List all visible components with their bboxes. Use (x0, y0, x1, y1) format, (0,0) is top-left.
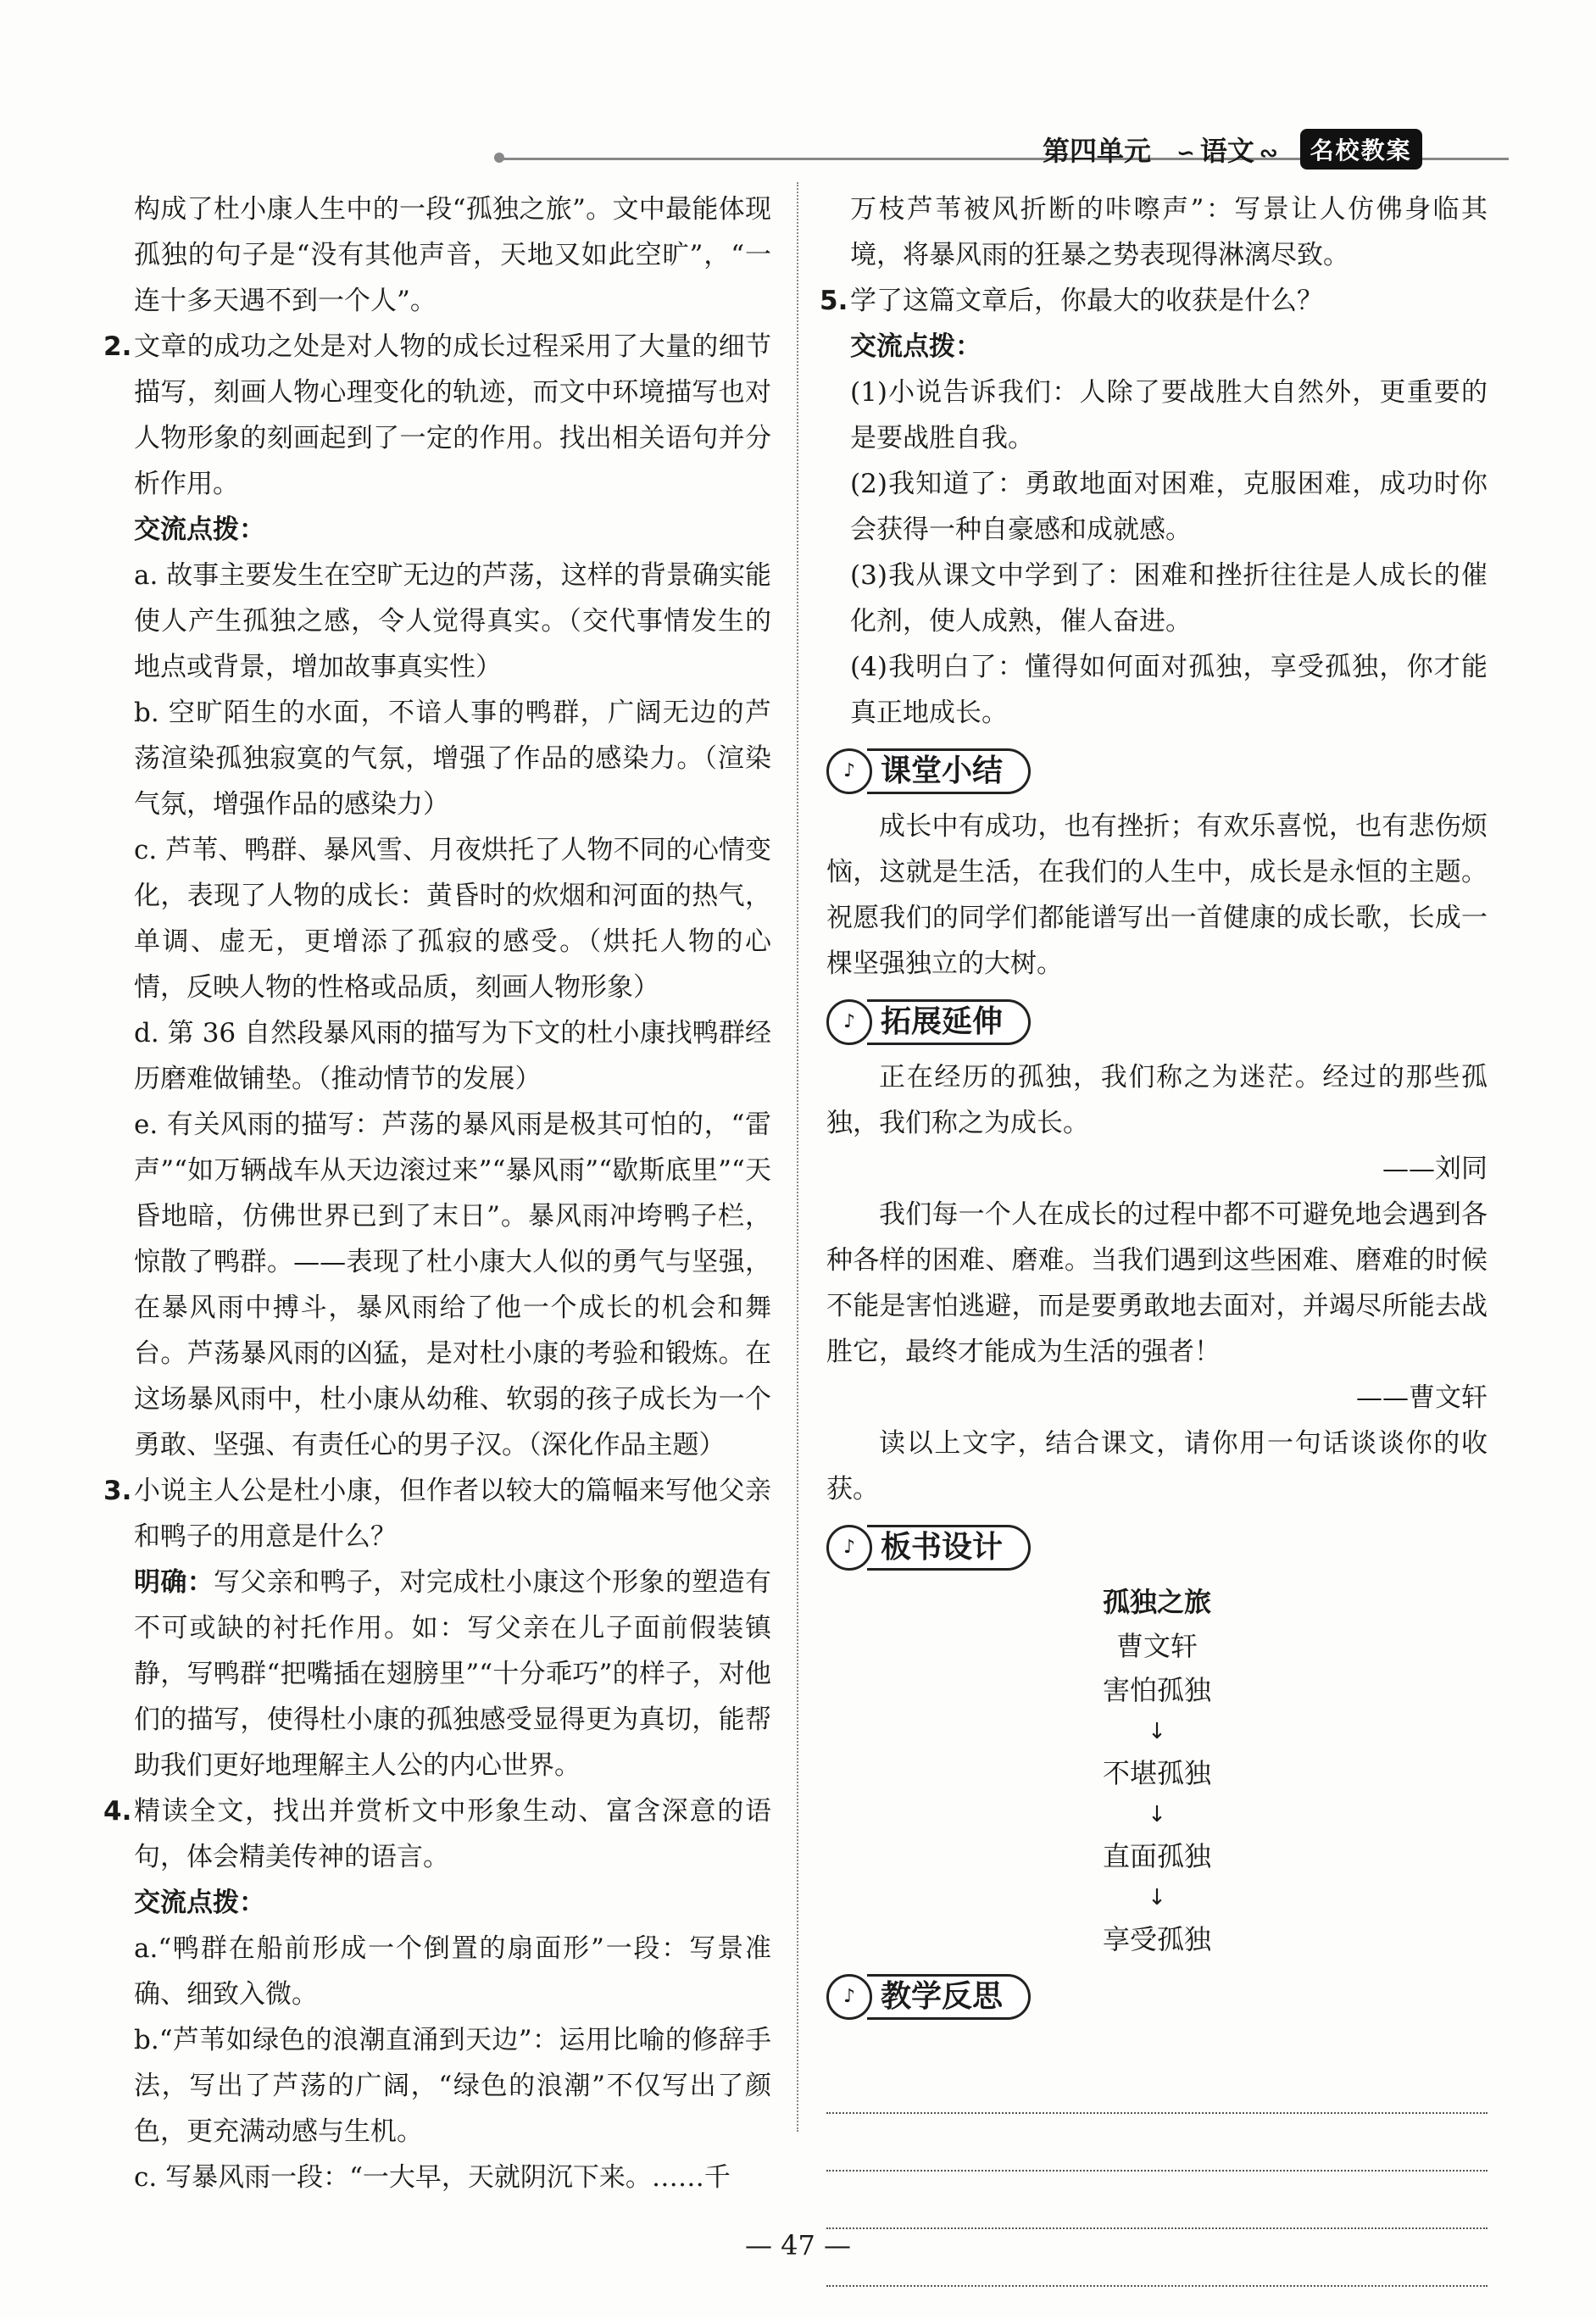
arrow-down-icon: ↓ (1148, 1802, 1166, 1827)
left-column (103, 186, 772, 2200)
answer-text: 写父亲和鸭子，对完成杜小康这个形象的塑造有不可或缺的衬托作用。如：写父亲在儿子面前假装镇静，写鸭群“把嘴插在翅膀里”“十分乖巧”的样子，对他们的描写，使得杜小康的孤独感受显得更为真切，能帮助我们更好地理解主人公的内心世界。 (134, 1567, 772, 1781)
section-extension (826, 997, 1488, 1048)
answer-item: a. 故事主要发生在空旷无边的芦荡，这样的背景确实能使人产生孤独之感，令人觉得真实。（交代事情发生的地点或背景，增加故事真实性） (134, 560, 771, 682)
page-header (1043, 125, 1509, 173)
bell-icon: ♪ (826, 748, 872, 794)
board-step: 享受孤独 (1102, 1923, 1211, 1955)
subject-label (1171, 130, 1283, 169)
answer-item: (3)我从课文中学到了：困难和挫折往往是人成长的催化剂，使人成熟，催人奋进。 (850, 560, 1488, 637)
unit-label: 第四单元 (1043, 135, 1152, 167)
answer-label: 交流点拨： (134, 514, 265, 545)
page-number: — 47 — (744, 2229, 852, 2261)
quote-text: 正在经历的孤独，我们称之为迷茫。经过的那些孤独，我们称之为成长。 (826, 1062, 1488, 1138)
answer-label: 交流点拨： (134, 1888, 265, 1918)
quote-text: 我们每一个人在成长的过程中都不可避免地会遇到各种各样的困难、磨难。当我们遇到这些困难、磨难的时候不能是害怕逃避，而是要勇敢地去面对，并竭尽所能去战胜它，最终才能成为生活的强者！ (826, 1199, 1488, 1367)
answer-label: 交流点拨： (850, 331, 982, 362)
arrow-down-icon: ↓ (1148, 1885, 1166, 1910)
question-text: 小说主人公是杜小康，但作者以较大的篇幅来写他父亲和鸭子的用意是什么？ (134, 1476, 771, 1552)
subject-text: 语文 (1199, 135, 1254, 167)
bell-icon: ♪ (826, 999, 872, 1045)
answer-item: d. 第 36 自然段暴风雨的描写为下文的杜小康找鸭群经历磨难做铺垫。（推动情节的发展） (134, 1018, 771, 1094)
question-text: 精读全文，找出并赏析文中形象生动、富含深意的语句，体会精美传神的语言。 (134, 1796, 771, 1872)
question-text: 文章的成功之处是对人物的成长过程采用了大量的细节描写，刻画人物心理变化的轨迹，而文中环境描写也对人物形象的刻画起到了一定的作用。找出相关语句并分析作用。 (134, 331, 771, 499)
arrow-down-icon: ↓ (1148, 1719, 1166, 1744)
answer-item: b.“芦苇如绿色的浪潮直涌到天边”：运用比喻的修辞手法，写出了芦荡的广阔，“绿色的浪潮”不仅写出了颜色，更充满动感与生机。 (134, 2025, 771, 2147)
writing-line[interactable] (826, 2172, 1488, 2229)
section-reflection (826, 1971, 1488, 2022)
board-step: 不堪孤独 (1102, 1757, 1211, 1789)
swirl-right-icon: ∾ (1259, 141, 1278, 166)
section-summary (826, 746, 1488, 797)
right-column (820, 186, 1488, 2287)
brand-logo: 名校教案 (1300, 129, 1422, 170)
quote-author: ——曹文轩 (1356, 1382, 1488, 1413)
section-board-design (826, 1522, 1488, 1573)
answer-block (110, 1560, 771, 1788)
summary-text: 成长中有成功，也有挫折；有欢乐喜悦，也有悲伤烦恼，这就是生活，在我们的人生中，成长是永恒的主题。祝愿我们的同学们都能谱写出一首健康的成长歌，长成一棵坚强独立的大树。 (826, 811, 1488, 979)
swirl-left-icon: ∽ (1176, 141, 1195, 166)
q1-continuation: 构成了杜小康人生中的一段“孤独之旅”。文中最能体现孤独的句子是“没有其他声音，天地又如此空旷”，“一连十多天遇不到一个人”。 (134, 194, 771, 316)
section-title: 课堂小结 (867, 748, 1031, 794)
answer-item: b. 空旷陌生的水面，不谙人事的鸭群，广阔无边的芦荡渲染孤独寂寞的气氛，增强了作品的感染力。（渲染气氛，增强作品的感染力） (134, 698, 771, 820)
answer-item: (4)我明白了：懂得如何面对孤独，享受孤独，你才能真正地成长。 (850, 652, 1488, 728)
column-divider (797, 182, 798, 2132)
question-number: 5. (820, 286, 848, 316)
answer-label: 明确： (134, 1567, 214, 1598)
board-title: 孤独之旅 (1102, 1586, 1211, 1618)
question-number: 2. (103, 331, 132, 362)
answer-item: e. 有关风雨的描写：芦荡的暴风雨是极其可怕的，“雷声”“如万辆战车从天边滚过来”“暴风雨”“歇斯底里”“天昏地暗，仿佛世界已到了末日”。暴风雨冲垮鸭子栏，惊散了鸭群。——表现了杜小康大人似的勇气与坚强，在暴风雨中搏斗，暴风雨给了他一个成长的机会和舞台。芦荡暴风雨的凶猛，是对杜小康的考验和锻炼。在这场暴风雨中，杜小康从幼稚、软弱的孩子成长为一个勇敢、坚强、有责任心的男子汉。（深化作品主题） (134, 1109, 771, 1460)
answer-item: (2)我知道了：勇敢地面对困难，克服困难，成功时你会获得一种自豪感和成就感。 (850, 469, 1488, 545)
board-diagram (826, 1580, 1488, 1961)
answer-item: a.“鸭群在船前形成一个倒置的扇面形”一段：写景准确、细致入微。 (134, 1933, 771, 2010)
section-title: 拓展延伸 (867, 999, 1031, 1045)
section-title: 板书设计 (867, 1525, 1031, 1571)
task-text: 读以上文字，结合课文，请你用一句话谈谈你的收获。 (826, 1428, 1488, 1504)
bell-icon: ♪ (826, 1525, 872, 1571)
bell-icon: ♪ (826, 1974, 872, 2020)
question-text: 学了这篇文章后，你最大的收获是什么？ (850, 286, 1323, 316)
quote-author: ——刘同 (1382, 1154, 1488, 1184)
answer-item: (1)小说告诉我们：人除了要战胜大自然外，更重要的是要战胜自我。 (850, 377, 1488, 453)
answer-item: c. 芦苇、鸭群、暴风雪、月夜烘托了人物不同的心情变化，表现了人物的成长：黄昏时的炊烟和河面的热气，单调、虚无，更增添了孤寂的感受。（烘托人物的心情，反映人物的性格或品质，刻画人物形象） (134, 835, 771, 1003)
question-2 (103, 324, 771, 507)
question-number: 4. (103, 1796, 132, 1827)
writing-line[interactable] (826, 2056, 1488, 2114)
question-5 (820, 278, 1488, 324)
q4-continuation: 万枝芦苇被风折断的咔嚓声”：写景让人仿佛身临其境，将暴风雨的狂暴之势表现得淋漓尽致。 (850, 194, 1488, 270)
writing-line[interactable] (826, 2114, 1488, 2172)
board-step: 害怕孤独 (1102, 1674, 1211, 1706)
question-number: 3. (103, 1476, 132, 1506)
question-4 (103, 1788, 771, 1880)
section-title: 教学反思 (867, 1974, 1031, 2020)
question-3 (103, 1468, 771, 1560)
board-step: 直面孤独 (1102, 1840, 1211, 1872)
answer-item: c. 写暴风雨一段：“一大早，天就阴沉下来。……千 (134, 2162, 731, 2193)
board-author: 曹文轩 (1115, 1630, 1198, 1662)
